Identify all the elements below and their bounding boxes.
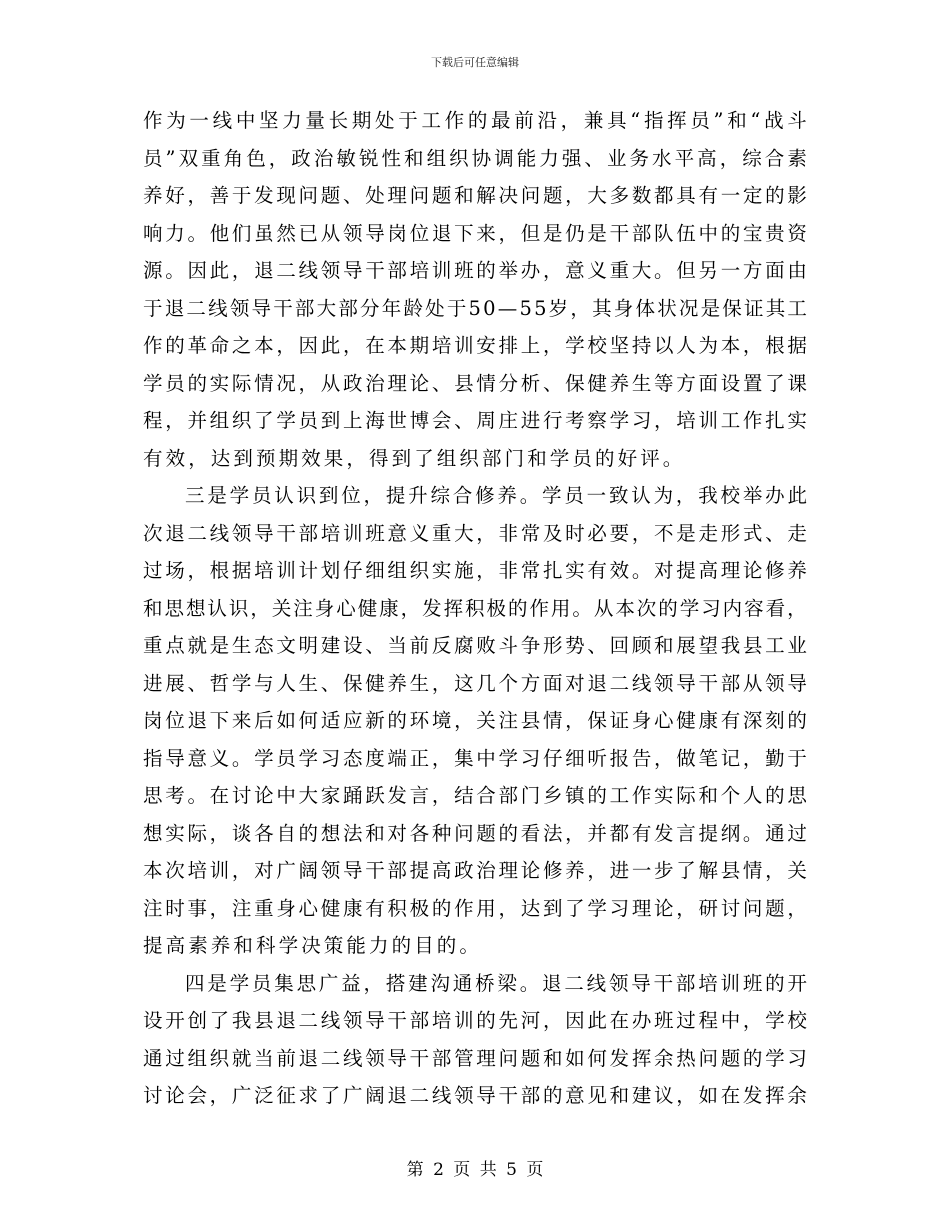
text-line: 作 的 革 命 之 本 ， 因 此 ， 在 本 期 培 训 安 排 上 ， 学 校 坚 持 以 人 为 本 ， 根 据	[143, 334, 807, 357]
text-line: 源 。 因 此 ， 退 二 线 领 导 干 部 培 训 班 的 举 办 ， 意 义 重 大 。 但 另 一 方 面 由	[143, 259, 807, 282]
text-line: 重 点 就 是 生 态 文 明 建 设 、 当 前 反 腐 败 斗 争 形 势 、 回 顾 和 展 望 我 县 工 业	[143, 634, 807, 657]
text-line: 程 ， 并 组 织 了 学 员 到 上 海 世 博 会 、 周 庄 进 行 考 察 学 习 ， 培 训 工 作 扎 实	[143, 409, 807, 432]
text-line: 响 力 。 他 们 虽 然 已 从 领 导 岗 位 退 下 来 ， 但 是 仍 是 干 部 队 伍 中 的 宝 贵 资	[143, 221, 807, 245]
text-line: 作 为 一 线 中 坚 力 量 长 期 处 于 工 作 的 最 前 沿 ， 兼 具 “ 指 挥 员 ” 和 “ 战 斗	[143, 109, 807, 132]
text-line: 想 实 际 ， 谈 各 自 的 想 法 和 对 各 种 问 题 的 看 法 ， 并 都 有 发 言 提 纲 。 通 过	[143, 821, 807, 845]
text-line: 提高素养和科学决策能力的目的。	[143, 934, 483, 957]
text-line: 学 员 的 实 际 情 况 ， 从 政 治 理 论 、 县 情 分 析 、 保 健 养 生 等 方 面 设 置 了 课	[143, 371, 807, 395]
text-line: 思 考 。 在 讨 论 中 大 家 踊 跃 发 言 ， 结 合 部 门 乡 镇 的 工 作 实 际 和 个 人 的 思	[143, 784, 807, 807]
page-header: 下载后可任意编辑	[431, 56, 519, 69]
text-line: 岗 位 退 下 来 后 如 何 适 应 新 的 环 境 ， 关 注 县 情 ， 保 证 身 心 健 康 有 深 刻 的	[143, 709, 807, 732]
text-line: 进 展 、 哲 学 与 人 生 、 保 健 养 生 ， 这 几 个 方 面 对 退 二 线 领 导 干 部 从 领 导	[143, 671, 807, 695]
text-line: 指 导 意 义 。 学 员 学 习 态 度 端 正 ， 集 中 学 习 仔 细 听 报 告 ， 做 笔 记 ， 勤 于	[143, 746, 807, 770]
document-body	[143, 102, 807, 1115]
text-line: 过 场 ， 根 据 培 训 计 划 仔 细 组 织 实 施 ， 非 常 扎 实 有 效 。 对 提 高 理 论 修 养	[143, 559, 807, 582]
text-line: 本 次 培 训 ， 对 广 阔 领 导 干 部 提 高 政 治 理 论 修 养 ， 进 一 步 了 解 县 情 ， 关	[143, 859, 807, 882]
page-footer: 第 2 页 共 5 页	[406, 1160, 544, 1180]
text-line: 次 退 二 线 领 导 干 部 培 训 班 意 义 重 大 ， 非 常 及 时 必 要 ， 不 是 走 形 式 、 走	[143, 521, 807, 545]
text-line: 四 是 学 员 集 思 广 益 ， 搭 建 沟 通 桥 梁 。 退 二 线 领 导 干 部 培 训 班 的 开	[185, 971, 807, 995]
text-line: 设 开 创 了 我 县 退 二 线 领 导 干 部 培 训 的 先 河 ， 因 此 在 办 班 过 程 中 ， 学 校	[143, 1009, 807, 1032]
text-line: 通 过 组 织 就 当 前 退 二 线 领 导 干 部 管 理 问 题 和 如 何 发 挥 余 热 问 题 的 学 习	[143, 1046, 807, 1070]
text-line: 讨 论 会 ， 广 泛 征 求 了 广 阔 退 二 线 领 导 干 部 的 意 见 和 建 议 ， 如 在 发 挥 余	[143, 1084, 807, 1107]
text-line: 有效，达到预期效果，得到了组织部门和学员的好评。	[143, 446, 686, 470]
text-line: 养 好 ， 善 于 发 现 问 题 、 处 理 问 题 和 解 决 问 题 ， 大 多 数 都 具 有 一 定 的 影	[143, 184, 807, 207]
text-line: 和 思 想 认 识 ， 关 注 身 心 健 康 ， 发 挥 积 极 的 作 用 。 从 本 次 的 学 习 内 容 看 ，	[143, 596, 807, 620]
text-line: 三 是 学 员 认 识 到 位 ， 提 升 综 合 修 养 。 学 员 一 致 认 为 ， 我 校 举 办 此	[185, 484, 807, 507]
text-line: 注 时 事 ， 注 重 身 心 健 康 有 积 极 的 作 用 ， 达 到 了 学 习 理 论 ， 研 讨 问 题 ，	[143, 896, 807, 920]
text-line: 于 退 二 线 领 导 干 部 大 部 分 年 龄 处 于 5 0 — 5 5 岁 ， 其 身 体 状 况 是 保 证 其 工	[143, 296, 807, 320]
text-line: 员 ” 双 重 角 色 ， 政 治 敏 锐 性 和 组 织 协 调 能 力 强 、 业 务 水 平 高 ， 综 合 素	[143, 146, 807, 170]
